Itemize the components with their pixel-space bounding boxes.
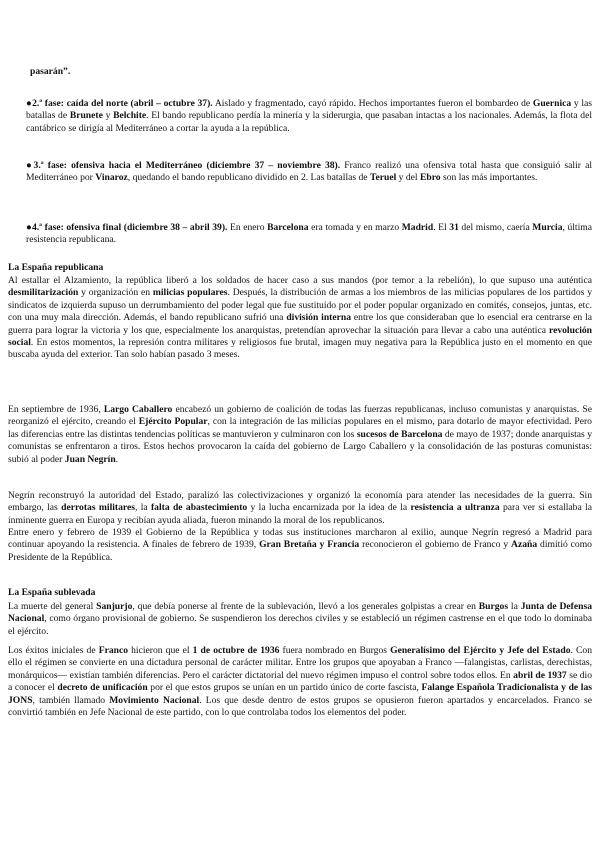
text-run: , la (134, 502, 151, 514)
paragraph (8, 527, 592, 564)
text-run: por el que estos grupos se unían en un partido único de corte fascista, (147, 682, 422, 694)
text-run: Franco realizó una ofensiva total hasta que consiguió salir al Mediterráneo por (26, 160, 592, 184)
section-title-sublevada: La España sublevada (8, 587, 96, 598)
text-run: En enero (227, 222, 268, 233)
phase-4 (26, 222, 592, 247)
bold-text: 1 de octubre de 1936 (192, 645, 280, 656)
text-run: y la lucha encarnizada por la idea de la (247, 502, 411, 514)
text-run: Al estallar el Alzamiento, la república liberó a los soldados de hacer caso a sus mandos (por temor a la rebelión), lo que supuso una auténtica (8, 275, 592, 286)
bold-text: Juan Negrín (64, 453, 116, 465)
bold-text: desmilitarización (8, 287, 79, 299)
text-run: hicieron que el (128, 645, 193, 656)
text-run: encabezó un gobierno de coalición de todas las fuerzas republicanas, incluso comunistas y anarquistas. Se reorganizó el ejército, creando el (8, 404, 592, 428)
bold-text: Ebro (419, 172, 441, 184)
bold-text: Ejército Popular (138, 416, 208, 428)
text-run: reconocieron el gobierno de Franco y (359, 539, 512, 551)
text-run: , como órgano provisional de gobierno. Se suspendieron los derechos civiles y se estableció un régimen castrense en el que todo lo dominaba el ejército. (8, 613, 592, 637)
text-run: , con la integración de las milicias populares en el mismo, para dotarlo de mayor efectividad. Pero las diferencias entre las distintas tendencias políticas se mantuvieron y culminaron con los (8, 416, 592, 440)
bold-text: 31 (449, 222, 459, 233)
paragraph (8, 490, 592, 527)
bold-text: Falange Española Tradicionalista y de las JONS (8, 682, 592, 706)
bold-text: sucesos de Barcelona (356, 428, 443, 440)
bold-text: Gran Bretaña y Francia (259, 539, 360, 551)
text-run: para ver si estallaba la inminente guerra en Europa y recibían ayuda aliada, fueron minando la moral de los republicanos. (8, 502, 592, 526)
text-run: . En estos momentos, la represión contra militares y religiosos fue brutal, imagen muy negativa para la República justo en el momento en que buscaba ayuda del exterior. Tan solo habían pasado 3 meses. (8, 337, 592, 361)
bold-text: derrotas militares (61, 502, 135, 514)
text-run: . Después, la distribución de armas a los miembros de las milicias populares de los partidos y sindicatos de izquierda supuso un derrumbamiento del poder legal que fue sustituido por el poder popular organizado en comités, consejos, juntas, etc. con una muy mala dirección. Además, el bando republicano sufrió una (8, 287, 592, 324)
text-run: dimitió como Presidente de la República. (8, 539, 592, 563)
text-run: de mayo de 1937; donde anarquistas y comunistas se enfrentaron a tiros. Estos hechos provocaron la caída del gobierno de Largo Caballero y la consolidación de las posturas comunistas: subió al poder (8, 428, 592, 465)
text-run: . (115, 453, 119, 465)
bold-text: Sanjurjo (96, 601, 133, 612)
quote-fragment: pasarán”. (30, 66, 71, 77)
section-title-republicana: La España republicana (8, 262, 104, 273)
phase-heading: 4.ª fase: ofensiva final (diciembre 38 – abril 39). (31, 222, 228, 233)
bold-text: Generalísimo del Ejército y Jefe del Estado (390, 645, 571, 656)
bold-text: decreto de unificación (57, 682, 148, 694)
text-run: y del (396, 172, 420, 184)
text-run: y (102, 110, 114, 122)
text-run: la (508, 601, 521, 612)
text-run: se dio a conocer el (8, 669, 592, 694)
text-run: fuera nombrado en Burgos (279, 645, 391, 656)
bold-text: Madrid (401, 222, 434, 233)
text-run: , también llamado (32, 694, 110, 706)
bold-text: Burgos (478, 601, 509, 612)
text-run: y las batallas de (26, 98, 593, 122)
bold-text: Azaña (511, 539, 538, 551)
text-run: Negrín reconstruyó la autoridad del Estado, paralizó las colectivizaciones y organizó la economía para atender las necesidades de la guerra. Sin embargo, las (8, 490, 592, 514)
bold-text: Barcelona (267, 222, 309, 233)
bullet-icon: ● (26, 222, 32, 233)
text-run: La muerte del general (8, 601, 97, 612)
bold-text: resistencia a ultranza (410, 502, 500, 514)
bold-text: Vinaroz (95, 172, 128, 184)
text-run: Los éxitos iniciales de (8, 645, 99, 656)
paragraph (8, 404, 592, 466)
bullet-icon: ● (26, 98, 33, 109)
bold-text: Guernica (532, 98, 572, 109)
bold-text: Murcia (532, 222, 563, 233)
text-run: Entre enero y febrero de 1939 el Gobierno de la República y todas sus instituciones marcharon al exilio, aunque Negrín regresó a Madrid para continuar apoyando la resistencia. A finales de febrero de 1939, (8, 527, 592, 551)
bold-text: división interna (286, 312, 352, 324)
bold-text: Junta de Defensa Nacional (8, 601, 592, 625)
bullet-icon: ● (26, 160, 34, 171)
text-run: En septiembre de 1936, (8, 404, 104, 415)
text-run: , quedando el bando republicano dividido en 2. Las batallas de (127, 172, 370, 184)
paragraph (8, 275, 592, 362)
bold-text: Movimiento Nacional (109, 694, 200, 706)
text-run: . El (433, 222, 450, 233)
bold-text: milicias populares (152, 287, 228, 299)
bold-text: Teruel (369, 172, 397, 184)
bold-text: falta de abastecimiento (150, 502, 248, 514)
bold-text: abril de 1937 (513, 669, 567, 681)
phase-heading: 3.ª fase: ofensiva hacia el Mediterráneo (diciembre 37 – noviembre 38). (33, 160, 341, 171)
text-run: , última resistencia republicana. (26, 222, 592, 246)
phase-2 (26, 98, 592, 135)
bold-text: revolución social (8, 324, 592, 349)
text-run: y organización en (78, 287, 153, 299)
bold-text: Largo Caballero (103, 404, 173, 415)
bold-text: Belchite (113, 110, 147, 122)
text-run: son las más importantes. (440, 172, 538, 184)
text-run: del mismo, caería (458, 222, 533, 233)
phase-heading: 2.ª fase: caída del norte (abril – octubre 37). (32, 98, 213, 109)
bold-text: Brunete (69, 110, 103, 122)
text-run: entre los que consideraban que lo esencial era centrarse en la guerra para lograr la victoria y los que, especialmente los anarquistas, pretendían aprovechar la situación para llevar a cabo una auténtica (8, 312, 592, 336)
phase-3 (26, 160, 592, 185)
text-run: era tomada y en marzo (308, 222, 402, 233)
text-run: Aislado y fragmentado, cayó rápido. Hechos importantes fueron el bombardeo de (212, 98, 533, 109)
paragraph (8, 645, 592, 719)
text-run: . Los que desde dentro de estos grupos se opusieron fueron apartados y encarcelados. Franco se convirtió también en Jefe Nacional de este partido, con lo que controlaba todos los elementos del poder. (8, 694, 592, 719)
paragraph (8, 601, 592, 638)
text-run: . Con ello el régimen se convierte en una dictadura personal de carácter militar. Entre los grupos que apoyaban a Franco —falangistas, carlistas, derechistas, monárquicos— existían también diferencias. Pero el carácter dictatorial del nuevo régimen impuso el control sobre todos ellos. En (8, 645, 592, 681)
text-run: . El bando republicano perdía la minería y la siderurgia, que pasaban intactas a los nacionales. Además, la flota del cantábrico se dirigía al Mediterráneo a cortar la ayuda a la república. (26, 110, 593, 134)
bold-text: Franco (98, 645, 129, 656)
text-run: , que debía ponerse al frente de la sublevación, llevó a los generales golpistas a crear en (132, 601, 479, 612)
